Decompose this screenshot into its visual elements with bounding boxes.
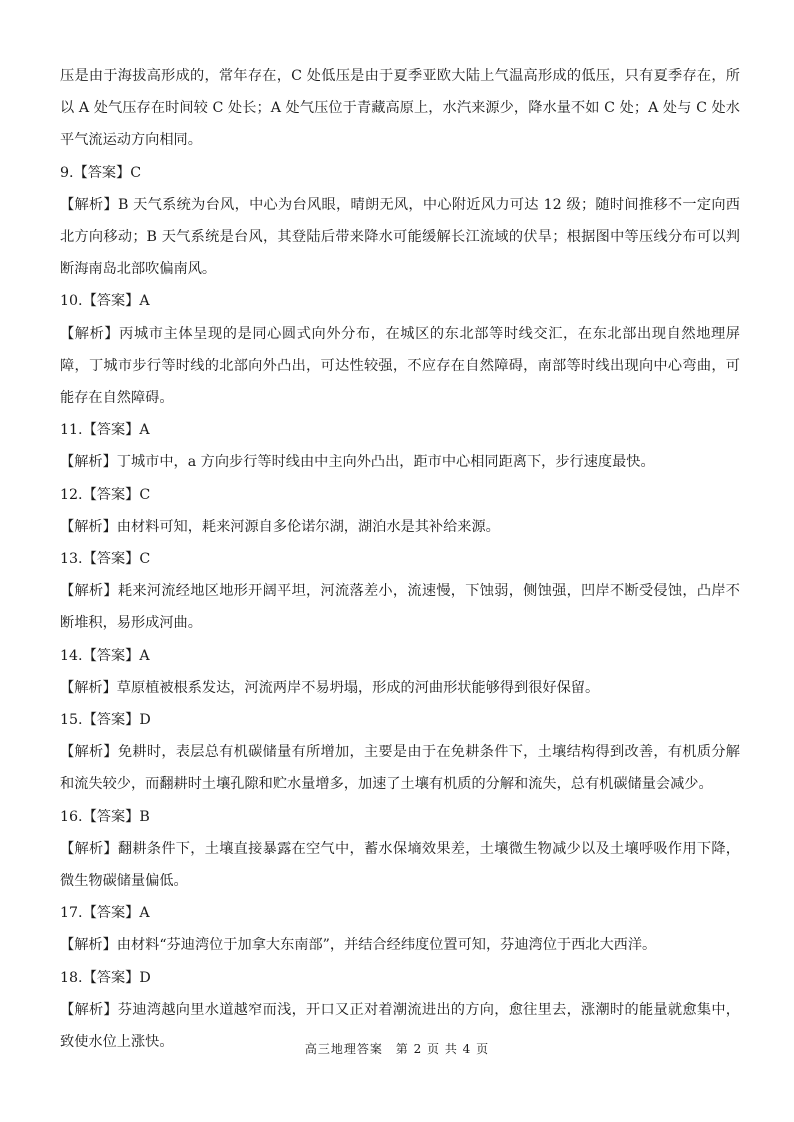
explanation-18: 【解析】芬迪湾越向里水道越窄而浅，开口又正对着潮流进出的方向，愈往里去，涨潮时的能量就愈集中，致使水位上涨快。	[60, 1001, 740, 1051]
explanation-9: 【解析】B 天气系统为台风，中心为台风眼，晴朗无风，中心附近风力可达 12 级；随时间推移不一定向西北方向移动；B 天气系统是台风，其登陆后带来降水可能缓解长江流域的伏旱；根据图中等压线分布可以判断海南岛北部吹偏南风。	[60, 196, 740, 278]
document-body	[60, 60, 740, 1058]
paragraph-continuation: 压是由于海拔高形成的，常年存在，C 处低压是由于夏季亚欧大陆上气温高形成的低压，只有夏季存在，所以 A 处气压存在时间较 C 处长；A 处气压位于青藏高原上，水汽来源少，降水量不如 C 处；A 处与 C 处水平气流运动方向相同。	[60, 68, 740, 149]
explanation-12: 【解析】由材料可知，耗来河源自多伦诺尔湖，湖泊水是其补给来源。	[60, 518, 500, 535]
answer-14: 14.【答案】A	[60, 647, 150, 664]
footer-page-number: 第 2 页 共 4 页	[395, 1042, 490, 1056]
answer-12: 12.【答案】C	[60, 486, 151, 503]
explanation-11: 【解析】丁城市中，a 方向步行等时线由中主向外凸出，距市中心相同距离下，步行速度最快。	[60, 454, 655, 471]
answer-9: 9.【答案】C	[60, 164, 142, 181]
explanation-14: 【解析】草原植被根系发达，河流两岸不易坍塌，形成的河曲形状能够得到很好保留。	[60, 679, 600, 696]
explanation-13: 【解析】耗来河流经地区地形开阔平坦，河流落差小，流速慢，下蚀弱，侧蚀强，凹岸不断受侵蚀，凸岸不断堆积，易形成河曲。	[60, 583, 740, 632]
explanation-16: 【解析】翻耕条件下，土壤直接暴露在空气中，蓄水保墒效果差，土壤微生物减少以及土壤呼吸作用下降，微生物碳储量偏低。	[60, 840, 740, 890]
answer-10: 10.【答案】A	[60, 293, 150, 310]
explanation-10: 【解析】丙城市主体呈现的是同心圆式向外分布，在城区的东北部等时线交汇，在东北部出现自然地理屏障，丁城市步行等时线的北部向外凸出，可达性较强，不应存在自然障碍，南部等时线出现向中心弯曲，可能存在自然障碍。	[60, 325, 740, 407]
answer-17: 17.【答案】A	[60, 905, 150, 922]
answer-11: 11.【答案】A	[60, 422, 150, 439]
explanation-17: 【解析】由材料“芬迪湾位于加拿大东南部”，并结合经纬度位置可知，芬迪湾位于西北大西洋。	[60, 937, 657, 954]
answer-13: 13.【答案】C	[60, 551, 151, 568]
footer-title: 高三地理答案	[304, 1042, 383, 1056]
answer-16: 16.【答案】B	[60, 808, 150, 825]
answer-15: 15.【答案】D	[60, 712, 151, 729]
answer-18: 18.【答案】D	[60, 969, 151, 986]
explanation-15: 【解析】免耕时，表层总有机碳储量有所增加，主要是由于在免耕条件下，土壤结构得到改善，有机质分解和流失较少，而翻耕时土壤孔隙和贮水量增多，加速了土壤有机质的分解和流失，总有机碳储量会减少。	[60, 744, 740, 793]
page-footer	[0, 1040, 794, 1057]
